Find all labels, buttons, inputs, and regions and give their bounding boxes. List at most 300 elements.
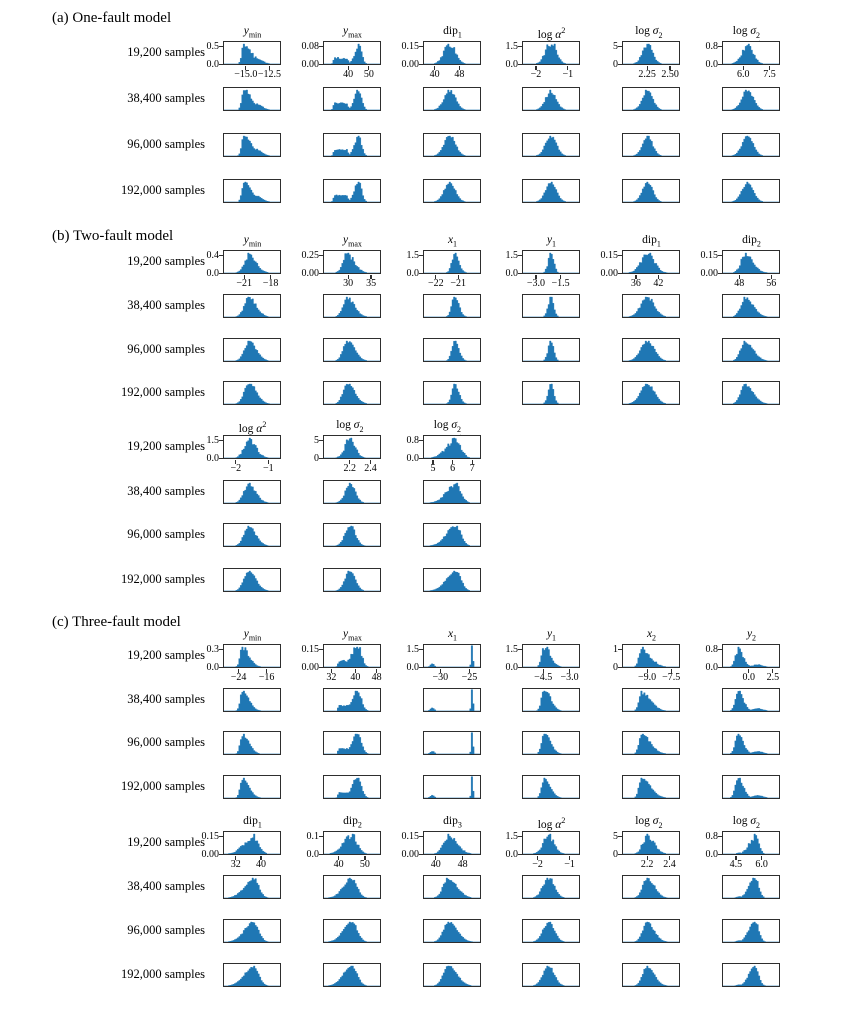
- y-tick-label: 0.15: [401, 831, 419, 842]
- panel-title-sup: 2: [756, 821, 760, 830]
- x-tick-label: −2: [230, 463, 242, 474]
- histogram-panel-y-1: [522, 731, 580, 755]
- histogram-bars: [523, 297, 579, 317]
- y-tick-mark: [219, 649, 223, 650]
- histogram-bars: [224, 438, 280, 458]
- x-tick-label: −21: [236, 278, 252, 289]
- histogram-panel-y-max: [323, 133, 381, 157]
- y-tick-mark: [219, 667, 223, 668]
- histogram-panel-dip-2: [323, 963, 381, 987]
- histogram-panel-log-sigma2-sar: [622, 831, 680, 855]
- panel-title-part: σ: [652, 25, 659, 37]
- y-tick-label: 1: [613, 644, 618, 655]
- y-tick-label: 0.0: [406, 453, 419, 464]
- y-tick-mark: [219, 440, 223, 441]
- y-tick-mark: [419, 273, 423, 274]
- histogram-panel-log-sigma2-gnss: [722, 179, 780, 203]
- histogram-svg: [224, 524, 280, 546]
- panel-title-y-2: [697, 627, 807, 645]
- histogram-panel-log-alpha2: [522, 41, 580, 65]
- histogram-svg: [224, 876, 280, 898]
- histogram-svg: [623, 689, 679, 711]
- y-tick-label: 0.00: [600, 268, 618, 279]
- y-tick-label: 0.0: [406, 662, 419, 673]
- histogram-panel-y-1: [522, 688, 580, 712]
- histogram-bars: [424, 182, 480, 202]
- y-tick-label: 0.8: [406, 435, 419, 446]
- y-tick-label: 0.0: [206, 268, 219, 279]
- histogram-svg: [723, 382, 779, 404]
- y-tick-label: 0.1: [306, 831, 319, 842]
- panel-title-part: dip: [742, 234, 757, 246]
- histogram-bars: [723, 341, 779, 361]
- histogram-panel-y-min: [223, 731, 281, 755]
- histogram-bars: [623, 647, 679, 667]
- histogram-svg: [224, 689, 280, 711]
- panel-title-y-min: [198, 233, 308, 251]
- y-tick-mark: [419, 255, 423, 256]
- y-tick-label: 0.0: [505, 59, 518, 70]
- histogram-panel-y-2: [722, 775, 780, 799]
- histogram-svg: [424, 776, 480, 798]
- histogram-svg: [324, 481, 380, 503]
- panel-title-dip-2: [298, 814, 408, 832]
- histogram-panel-y-max: [323, 294, 381, 318]
- histogram-bars: [224, 341, 280, 361]
- y-tick-label: 0.15: [700, 250, 718, 261]
- histogram-svg: [324, 689, 380, 711]
- x-tick-label: −25: [461, 672, 478, 683]
- histogram-bars: [424, 44, 480, 64]
- histogram-panel-log-alpha2: [522, 919, 580, 943]
- y-tick-mark: [518, 667, 522, 668]
- histogram-panel-y-max: [323, 179, 381, 203]
- histogram-panel-log-alpha2: [522, 831, 580, 855]
- histogram-bars: [324, 341, 380, 361]
- histogram-panel-dip-3: [423, 831, 481, 855]
- histogram-svg: [424, 964, 480, 986]
- histogram-svg: [324, 339, 380, 361]
- panel-title-part: dip: [642, 234, 657, 246]
- histogram-svg: [324, 88, 380, 110]
- panel-title-dip-2: [697, 233, 807, 251]
- x-tick-label: −18: [262, 278, 279, 289]
- histogram-panel-x-1: [423, 644, 481, 668]
- histogram-bars: [424, 922, 480, 942]
- histogram-svg: [523, 645, 579, 667]
- x-tick-label: 50: [363, 69, 374, 80]
- histogram-svg: [523, 776, 579, 798]
- x-tick-label: −1: [262, 463, 274, 474]
- histogram-bars: [623, 691, 679, 711]
- histogram-panel-y-max: [323, 731, 381, 755]
- y-tick-label: 0.00: [401, 59, 419, 70]
- y-tick-label: 0.4: [206, 250, 219, 261]
- histogram-panel-log-sigma2-gnss: [722, 41, 780, 65]
- histogram-panel-y-max: [323, 338, 381, 362]
- histogram-bars: [424, 777, 480, 798]
- histogram-panel-dip-1: [423, 179, 481, 203]
- histogram-bars: [723, 44, 779, 64]
- histogram-bars: [424, 966, 480, 986]
- y-tick-label: 5: [314, 435, 319, 446]
- histogram-panel-dip-1: [622, 338, 680, 362]
- histogram-svg: [324, 732, 380, 754]
- histogram-panel-y-max: [323, 688, 381, 712]
- histogram-bars: [224, 691, 280, 711]
- panel-title-part: 1: [552, 633, 557, 643]
- x-tick-label: 30: [343, 278, 354, 289]
- y-tick-mark: [618, 46, 622, 47]
- histogram-svg: [324, 832, 380, 854]
- histogram-bars: [424, 878, 480, 898]
- y-tick-mark: [419, 649, 423, 650]
- y-tick-mark: [219, 273, 223, 274]
- y-tick-label: 0.0: [505, 662, 518, 673]
- x-tick-label: 0.0: [742, 672, 756, 683]
- histogram-panel-x-1: [423, 775, 481, 799]
- histogram-panel-log-sigma2-sar: [622, 179, 680, 203]
- histogram-panel-log-alpha2: [522, 963, 580, 987]
- histogram-bars: [523, 922, 579, 942]
- panel-title-dip-1: [597, 233, 707, 251]
- histogram-svg: [623, 832, 679, 854]
- histogram-bars: [224, 734, 280, 754]
- histogram-svg: [424, 251, 480, 273]
- y-tick-label: 0: [314, 453, 319, 464]
- histogram-bars: [324, 44, 380, 64]
- histogram-svg: [523, 88, 579, 110]
- histogram-panel-y-2: [722, 688, 780, 712]
- histogram-svg: [324, 180, 380, 202]
- y-tick-label: 0.0: [705, 662, 718, 673]
- histogram-bars: [424, 526, 480, 546]
- histogram-bars: [224, 571, 280, 591]
- y-tick-mark: [518, 46, 522, 47]
- histogram-panel-y-min: [223, 294, 281, 318]
- histogram-panel-log-sigma2-gnss: [722, 919, 780, 943]
- histogram-svg: [224, 295, 280, 317]
- histogram-bars: [324, 834, 380, 854]
- y-tick-mark: [518, 255, 522, 256]
- histogram-panel-log-sigma2-sar: [622, 87, 680, 111]
- x-tick-label: −1.5: [551, 278, 570, 289]
- histogram-svg: [723, 732, 779, 754]
- row-label-192-000-samples: 192,000 samples: [120, 967, 205, 981]
- x-tick-label: 48: [371, 672, 382, 683]
- x-tick-label: −21: [450, 278, 466, 289]
- panel-title-part: α: [555, 28, 562, 41]
- y-tick-label: 0.0: [406, 268, 419, 279]
- histogram-bars: [523, 44, 579, 64]
- x-tick-label: 2.2: [640, 859, 654, 870]
- histogram-svg: [424, 180, 480, 202]
- panel-title-part: log: [433, 419, 452, 431]
- y-tick-label: 0.00: [301, 59, 319, 70]
- histogram-svg: [623, 251, 679, 273]
- histogram-svg: [424, 339, 480, 361]
- histogram-svg: [224, 436, 280, 458]
- panel-title-part: dip: [443, 25, 458, 37]
- x-tick-label: 48: [454, 69, 465, 80]
- histogram-svg: [723, 339, 779, 361]
- histogram-svg: [224, 339, 280, 361]
- histogram-svg: [224, 382, 280, 404]
- panel-title-part: max: [348, 30, 362, 40]
- histogram-svg: [523, 964, 579, 986]
- histogram-panel-y-max: [323, 775, 381, 799]
- y-tick-mark: [718, 255, 722, 256]
- histogram-bars: [723, 834, 779, 854]
- y-tick-label: 0.0: [505, 268, 518, 279]
- histogram-bars: [324, 253, 380, 273]
- y-tick-label: 0.00: [700, 268, 718, 279]
- y-tick-label: 1.5: [505, 644, 518, 655]
- panel-title-part: dip: [243, 815, 258, 827]
- histogram-bars: [224, 384, 280, 404]
- y-tick-mark: [319, 667, 323, 668]
- y-tick-label: 0.0: [705, 849, 718, 860]
- histogram-bars: [424, 253, 480, 273]
- x-tick-label: 40: [333, 859, 344, 870]
- histogram-panel-dip-1: [423, 41, 481, 65]
- histogram-panel-y-min: [223, 250, 281, 274]
- histogram-panel-dip-3: [423, 963, 481, 987]
- histogram-svg: [324, 134, 380, 156]
- y-tick-mark: [718, 46, 722, 47]
- x-tick-label: 2.4: [364, 463, 377, 474]
- histogram-svg: [623, 42, 679, 64]
- histogram-bars: [224, 90, 280, 110]
- panel-title-x-2: [597, 627, 707, 645]
- histogram-panel-log-sigma2-gnss: [423, 568, 481, 592]
- histogram-panel-x-1: [423, 250, 481, 274]
- histogram-bars: [224, 878, 280, 898]
- histogram-svg: [324, 569, 380, 591]
- histogram-bars: [224, 297, 280, 317]
- y-tick-mark: [419, 46, 423, 47]
- histogram-bars: [523, 778, 579, 798]
- panel-title-y-min: [198, 627, 308, 645]
- row-label-96-000-samples: 96,000 samples: [127, 527, 205, 541]
- histogram-panel-dip-2: [722, 338, 780, 362]
- panel-title-part: 1: [457, 30, 462, 40]
- x-tick-label: 50: [359, 859, 370, 870]
- histogram-svg: [424, 920, 480, 942]
- histogram-panel-dip-2: [323, 875, 381, 899]
- histogram-svg: [723, 42, 779, 64]
- panel-title-part: y: [243, 234, 249, 246]
- histogram-panel-dip-2: [722, 381, 780, 405]
- x-tick-label: 6.0: [736, 69, 750, 80]
- histogram-panel-dip-1: [622, 294, 680, 318]
- histogram-panel-y-max: [323, 41, 381, 65]
- y-tick-label: 0.5: [206, 41, 219, 52]
- panel-title-y-max: [298, 233, 408, 251]
- histogram-svg: [224, 180, 280, 202]
- histogram-svg: [623, 382, 679, 404]
- y-tick-label: 0.0: [505, 849, 518, 860]
- row-label-192-000-samples: 192,000 samples: [120, 385, 205, 399]
- histogram-panel-log-sigma2-gnss: [722, 963, 780, 987]
- histogram-svg: [424, 524, 480, 546]
- histogram-bars: [723, 734, 779, 754]
- histogram-bars: [723, 878, 779, 898]
- x-tick-label: −4.5: [534, 672, 553, 683]
- panel-title-part: min: [248, 30, 262, 40]
- histogram-bars: [324, 483, 380, 503]
- panel-title-part: max: [348, 239, 362, 249]
- y-tick-mark: [518, 273, 522, 274]
- histogram-svg: [224, 251, 280, 273]
- y-tick-mark: [319, 854, 323, 855]
- histogram-svg: [324, 964, 380, 986]
- panel-title-sup: 2: [457, 425, 461, 434]
- histogram-bars: [224, 966, 280, 986]
- histogram-bars: [424, 483, 480, 503]
- histogram-bars: [623, 734, 679, 754]
- histogram-panel-log-sigma2-gnss: [423, 480, 481, 504]
- y-tick-mark: [618, 836, 622, 837]
- x-tick-label: 7: [469, 463, 475, 474]
- y-tick-mark: [419, 854, 423, 855]
- x-tick-label: 32: [230, 859, 241, 870]
- x-tick-label: 2.50: [661, 69, 679, 80]
- histogram-panel-log-sigma2-sar: [622, 875, 680, 899]
- histogram-bars: [224, 647, 280, 667]
- x-tick-label: 6: [450, 463, 456, 474]
- histogram-svg: [723, 88, 779, 110]
- y-tick-mark: [419, 64, 423, 65]
- y-tick-mark: [219, 255, 223, 256]
- panel-title-part: α: [555, 818, 562, 831]
- histogram-panel-log-sigma2-sar: [622, 919, 680, 943]
- histogram-bars: [623, 136, 679, 156]
- histogram-panel-y-min: [223, 179, 281, 203]
- panel-title-part: y: [746, 628, 753, 640]
- histogram-svg: [224, 134, 280, 156]
- histogram-panel-y-1: [522, 775, 580, 799]
- histogram-panel-log-sigma2-gnss: [722, 87, 780, 111]
- x-tick-label: −7.5: [662, 672, 681, 683]
- panel-title-part: log: [635, 25, 653, 37]
- histogram-panel-dip-1: [223, 919, 281, 943]
- panel-title-log-alpha2: [198, 418, 308, 436]
- panel-title-part: σ: [652, 815, 659, 827]
- panel-title-part: log: [336, 419, 354, 431]
- y-tick-label: 0: [613, 59, 618, 70]
- x-tick-label: −1: [562, 69, 574, 80]
- panel-title-part: y: [243, 628, 249, 640]
- panel-title-part: 1: [453, 633, 458, 643]
- y-tick-mark: [718, 854, 722, 855]
- x-tick-label: 2.2: [343, 463, 357, 474]
- histogram-panel-dip-1: [423, 133, 481, 157]
- histogram-panel-log-sigma2-gnss: [722, 875, 780, 899]
- panel-title-x-1: [398, 627, 508, 645]
- histogram-svg: [723, 645, 779, 667]
- histogram-bars: [424, 297, 480, 317]
- histogram-bars: [523, 253, 579, 273]
- y-tick-mark: [219, 64, 223, 65]
- histogram-bars: [424, 136, 480, 156]
- histogram-bars: [523, 691, 579, 711]
- x-tick-label: −22: [427, 278, 444, 289]
- histogram-bars: [224, 182, 280, 202]
- panel-title-part: y: [343, 25, 349, 37]
- x-tick-label: −3.0: [560, 672, 579, 683]
- histogram-svg: [324, 382, 380, 404]
- histogram-bars: [723, 966, 779, 986]
- y-tick-mark: [518, 854, 522, 855]
- histogram-panel-y-max: [323, 644, 381, 668]
- histogram-panel-log-sigma2-sar: [323, 523, 381, 547]
- x-tick-label: −16: [258, 672, 275, 683]
- y-tick-mark: [219, 854, 223, 855]
- histogram-panel-dip-1: [423, 87, 481, 111]
- y-tick-mark: [618, 854, 622, 855]
- histogram-panel-log-sigma2-sar: [323, 480, 381, 504]
- x-tick-label: 40: [350, 672, 361, 683]
- histogram-bars: [623, 182, 679, 202]
- histogram-bars: [723, 691, 779, 711]
- row-label-192-000-samples: 192,000 samples: [120, 183, 205, 197]
- histogram-bars: [623, 90, 679, 110]
- histogram-svg: [424, 88, 480, 110]
- panel-title-part: dip: [343, 815, 358, 827]
- histogram-bars: [523, 878, 579, 898]
- histogram-svg: [224, 732, 280, 754]
- panel-title-part: log: [732, 25, 751, 37]
- y-tick-label: 1.5: [505, 41, 518, 52]
- histogram-bars: [623, 341, 679, 361]
- histogram-panel-dip-2: [722, 294, 780, 318]
- panel-title-part: σ: [353, 419, 360, 431]
- x-tick-label: 56: [766, 278, 777, 289]
- y-tick-label: 0.00: [301, 662, 319, 673]
- x-tick-label: −3.0: [526, 278, 545, 289]
- histogram-bars: [324, 297, 380, 317]
- panel-title-part: 2: [652, 633, 657, 643]
- x-tick-label: 35: [366, 278, 377, 289]
- histogram-bars: [523, 966, 579, 986]
- y-tick-label: 5: [613, 41, 618, 52]
- histogram-panel-log-sigma2-sar: [323, 568, 381, 592]
- panel-title-part: dip: [443, 815, 458, 827]
- histogram-bars: [324, 571, 380, 591]
- histogram-bars: [324, 691, 380, 711]
- histogram-panel-y-max: [323, 250, 381, 274]
- histogram-svg: [424, 134, 480, 156]
- histogram-bars: [623, 878, 679, 898]
- histogram-svg: [723, 876, 779, 898]
- histogram-bars: [723, 647, 779, 667]
- histogram-panel-log-sigma2-sar: [323, 435, 381, 459]
- x-tick-label: 48: [734, 278, 745, 289]
- histogram-svg: [224, 42, 280, 64]
- histogram-bars: [523, 90, 579, 110]
- row-label-19-200-samples: 19,200 samples: [127, 648, 205, 662]
- x-tick-label: 36: [630, 278, 641, 289]
- histogram-svg: [224, 776, 280, 798]
- histogram-svg: [523, 732, 579, 754]
- histogram-panel-dip-3: [423, 919, 481, 943]
- row-label-38-400-samples: 38,400 samples: [127, 879, 205, 893]
- histogram-panel-log-alpha2: [223, 568, 281, 592]
- histogram-panel-y-max: [323, 381, 381, 405]
- histogram-svg: [224, 645, 280, 667]
- panel-title-sup: 2: [658, 821, 663, 830]
